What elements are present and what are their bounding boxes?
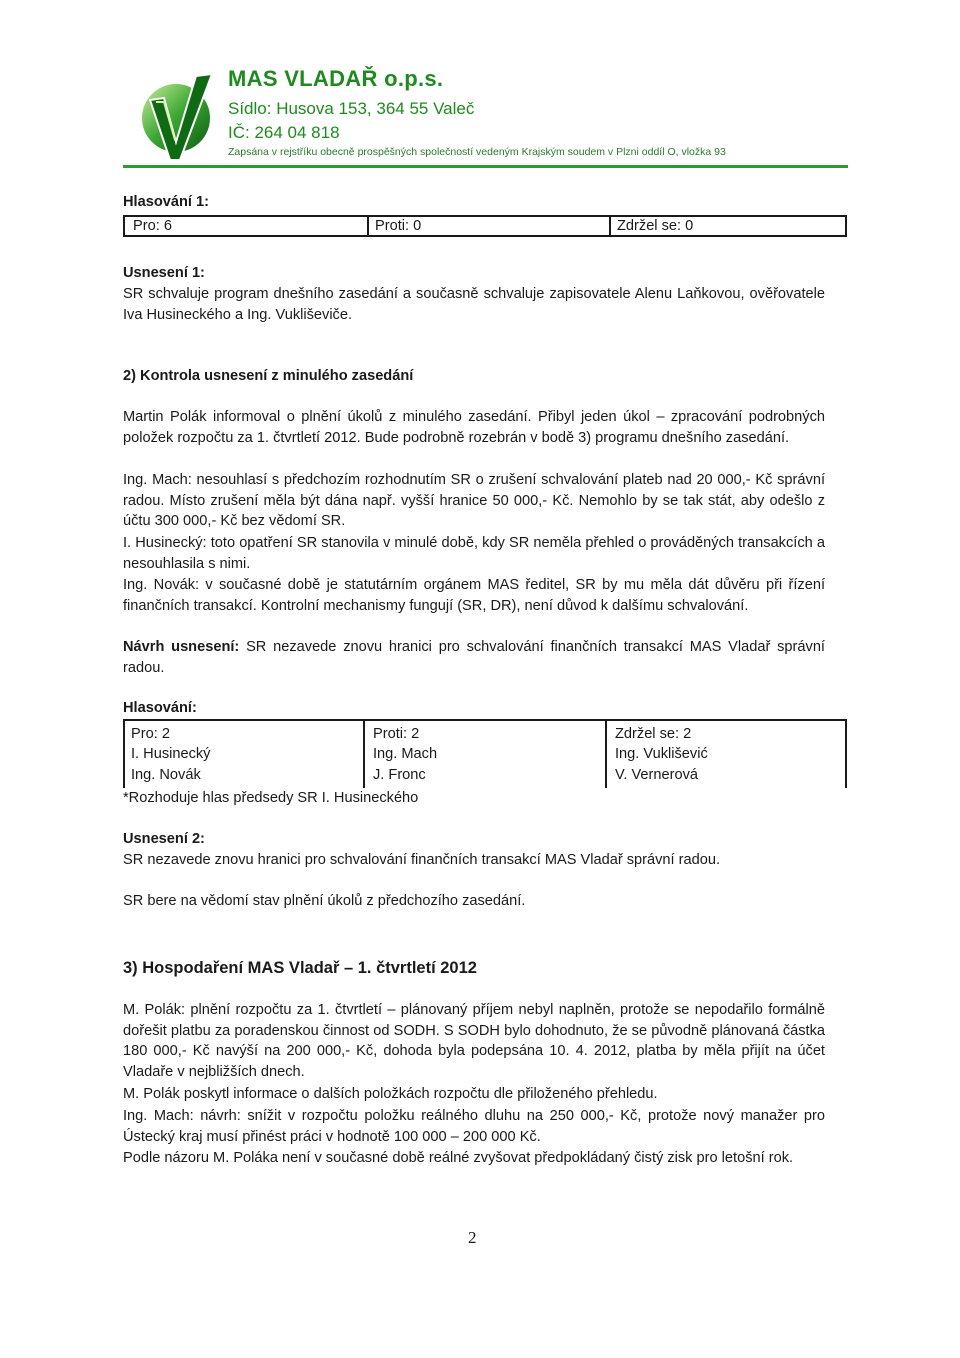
page-number: 2 bbox=[468, 1228, 477, 1247]
vote2-proti: Proti: 2 bbox=[373, 726, 420, 742]
section2-paragraph: Ing. Novák: v současné době je statutárním orgánem MAS ředitel, SR by mu měla dát důvěru při řízení finančních transakcí. Kontrolní mechanismy fungují (SR, DR), není důvod k dalšímu schvalování. bbox=[123, 577, 825, 614]
vote1-table bbox=[123, 215, 847, 237]
section3-paragraph: M. Polák poskytl informace o dalších položkách rozpočtu dle přiloženého přehledu. bbox=[123, 1086, 658, 1102]
resolution2-title: Usnesení 2: bbox=[123, 831, 205, 847]
table-divider bbox=[367, 217, 369, 235]
organization-id: IČ: 264 04 818 bbox=[228, 123, 340, 142]
vote2-pro-name: Ing. Novák bbox=[131, 767, 201, 783]
table-divider bbox=[363, 721, 365, 788]
section3-heading: 3) Hospodaření MAS Vladař – 1. čtvrtletí 2012 bbox=[123, 959, 477, 977]
proposal-text: SR nezavede znovu hranici pro schvalování finančních transakcí MAS Vladař správní radou. bbox=[123, 639, 825, 676]
organization-seat: Sídlo: Husova 153, 364 55 Valeč bbox=[228, 99, 475, 118]
section3-paragraph: M. Polák: plnění rozpočtu za 1. čtvrtletí – plánovaný příjem nebyl naplněn, protože se nepodařilo formálně dořešit platbu za poradenskou činnost od SODH. S SODH bylo dohodnuto, že se původně plánovaná částka 180 000,- Kč navýší na 200 000,- Kč, dohoda byla podepsána 10. 4. 2012, platba by měla přijít na účet Vladaře v nejbližších dnech. bbox=[123, 1002, 825, 1080]
resolution1-text: SR schvaluje program dnešního zasedání a současně schvaluje zapisovatele Alenu Laňkovou, ověřovatele Iva Husineckého a Ing. Vukliševiče. bbox=[123, 286, 825, 323]
table-divider bbox=[605, 721, 607, 788]
vote2-pro: Pro: 2 bbox=[131, 726, 170, 742]
resolution1-title: Usnesení 1: bbox=[123, 265, 205, 281]
vote2-proti-name: Ing. Mach bbox=[373, 746, 438, 762]
section3-paragraph: Ing. Mach: návrh: snížit v rozpočtu položku reálného dluhu na 250 000,- Kč, protože nový manažer pro Ústecký kraj musí přinést práci v hodnotě 100 000 – 200 000 Kč. bbox=[123, 1108, 825, 1145]
section3-paragraph: Podle názoru M. Poláka není v současné době reálné zvyšovat předpokládaný čistý zisk pro letošní rok. bbox=[123, 1150, 794, 1166]
header-divider bbox=[123, 165, 848, 168]
resolution2-text: SR nezavede znovu hranici pro schvalování finančních transakcí MAS Vladař správní radou. bbox=[123, 852, 721, 868]
vote2-zdrzel: Zdržel se: 2 bbox=[615, 726, 692, 742]
vote2-pro-name: I. Husinecký bbox=[131, 746, 211, 762]
proposal-label: Návrh usnesení: bbox=[123, 639, 240, 655]
vote2-zdrzel-name: V. Vernerová bbox=[615, 767, 699, 783]
vote1-proti: Proti: 0 bbox=[375, 218, 422, 234]
vote2-zdrzel-name: Ing. Vuklišević bbox=[615, 746, 708, 762]
section2-paragraph: Ing. Mach: nesouhlasí s předchozím rozhodnutím SR o zrušení schvalování plateb nad 20 000,- Kč správní radou. Místo zrušení měla být dána např. vyšší hranice 50 000,- Kč. Nemohlo by se tak stát, aby odešlo z účtu 300 000,- Kč bez vědomí SR. bbox=[123, 472, 825, 529]
vote1-zdrzel: Zdržel se: 0 bbox=[617, 218, 694, 234]
resolution2-note: SR bere na vědomí stav plnění úkolů z předchozího zasedání. bbox=[123, 893, 526, 909]
vote2-note: *Rozhoduje hlas předsedy SR I. Husineckého bbox=[123, 790, 419, 806]
section2-paragraph: I. Husinecký: toto opatření SR stanovila v minulé době, kdy SR neměla přehled o prováděných transakcích a nesouhlasila s nimi. bbox=[123, 535, 825, 572]
organization-logo bbox=[130, 62, 222, 168]
vote1-title: Hlasování 1: bbox=[123, 194, 209, 210]
vote2-title: Hlasování: bbox=[123, 700, 197, 716]
organization-name: MAS VLADAŘ o.p.s. bbox=[228, 66, 444, 91]
vote2-table bbox=[123, 719, 847, 788]
section2-paragraph: Martin Polák informoval o plnění úkolů z minulého zasedání. Přibyl jeden úkol – zpracování podrobných položek rozpočtu za 1. čtvrtletí 2012. Bude podrobně rozebrán v bodě 3) programu dnešního zasedání. bbox=[123, 409, 825, 446]
vote2-proti-name: J. Fronc bbox=[373, 767, 426, 783]
table-divider bbox=[845, 721, 847, 788]
table-divider bbox=[123, 721, 125, 788]
registry-note: Zapsána v rejstříku obecně prospěšných společností vedeným Krajským soudem v Plzni oddíl O, vložka 93 bbox=[228, 146, 726, 158]
section2-heading: 2) Kontrola usnesení z minulého zasedání bbox=[123, 368, 414, 384]
vote1-pro: Pro: 6 bbox=[133, 218, 172, 234]
proposal bbox=[123, 637, 825, 678]
table-divider bbox=[609, 217, 611, 235]
